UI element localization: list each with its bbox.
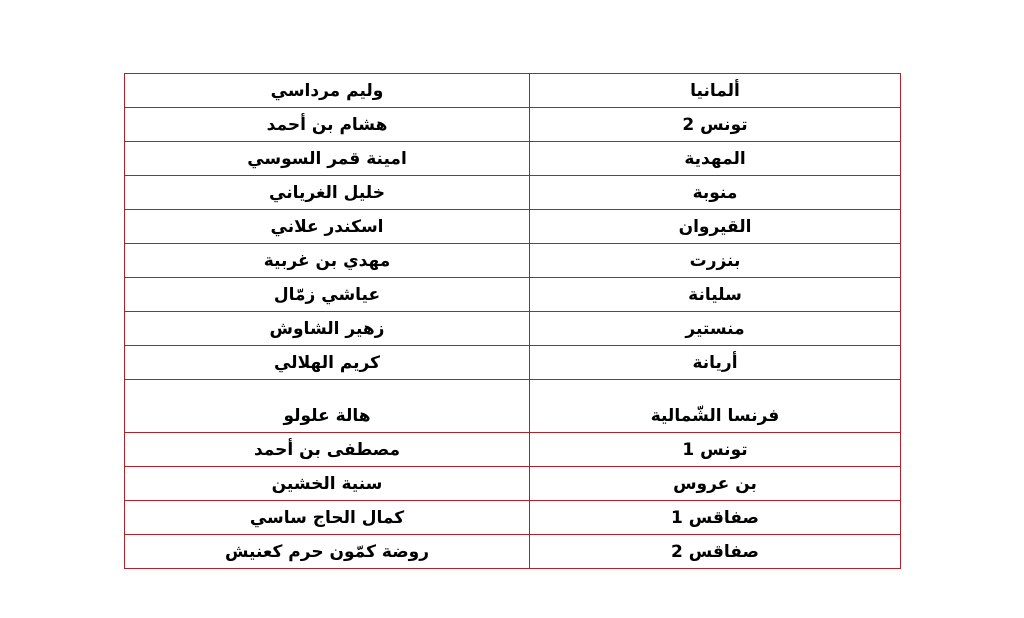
table-row bbox=[125, 535, 901, 569]
name-cell: كمال الحاج ساسي bbox=[125, 501, 530, 535]
table-row bbox=[125, 501, 901, 535]
region-cell: أريانة bbox=[530, 346, 901, 380]
name-cell: وليم مرداسي bbox=[125, 74, 530, 108]
name-cell: كريم الهلالي bbox=[125, 346, 530, 380]
table-row bbox=[125, 467, 901, 501]
region-cell: تونس 1 bbox=[530, 433, 901, 467]
region-cell: تونس 2 bbox=[530, 108, 901, 142]
region-cell: منستير bbox=[530, 312, 901, 346]
name-cell: مصطفى بن أحمد bbox=[125, 433, 530, 467]
table-row bbox=[125, 210, 901, 244]
table-row bbox=[125, 176, 901, 210]
region-cell: بنزرت bbox=[530, 244, 901, 278]
region-cell: فرنسا الشّمالية bbox=[530, 380, 901, 433]
regions-names-table bbox=[124, 73, 901, 569]
table-row bbox=[125, 346, 901, 380]
region-cell: منوبة bbox=[530, 176, 901, 210]
region-cell: بن عروس bbox=[530, 467, 901, 501]
table-row bbox=[125, 74, 901, 108]
table-row bbox=[125, 244, 901, 278]
name-cell: خليل الغرياني bbox=[125, 176, 530, 210]
table-row bbox=[125, 380, 901, 433]
region-cell: صفاقس 2 bbox=[530, 535, 901, 569]
name-cell: امينة قمر السوسي bbox=[125, 142, 530, 176]
region-cell: صفاقس 1 bbox=[530, 501, 901, 535]
name-cell: عياشي زمّال bbox=[125, 278, 530, 312]
name-cell: هشام بن أحمد bbox=[125, 108, 530, 142]
table-row bbox=[125, 108, 901, 142]
region-cell: ألمانيا bbox=[530, 74, 901, 108]
region-cell: سليانة bbox=[530, 278, 901, 312]
name-cell: هالة علولو bbox=[125, 380, 530, 433]
name-cell: اسكندر علاني bbox=[125, 210, 530, 244]
name-cell: زهير الشاوش bbox=[125, 312, 530, 346]
name-cell: روضة كمّون حرم كعنيش bbox=[125, 535, 530, 569]
region-cell: القيروان bbox=[530, 210, 901, 244]
region-cell: المهدية bbox=[530, 142, 901, 176]
name-cell: مهدي بن غربية bbox=[125, 244, 530, 278]
table-row bbox=[125, 278, 901, 312]
name-cell: سنية الخشين bbox=[125, 467, 530, 501]
table-row bbox=[125, 312, 901, 346]
table-row bbox=[125, 433, 901, 467]
table-body bbox=[125, 74, 901, 569]
table-row bbox=[125, 142, 901, 176]
